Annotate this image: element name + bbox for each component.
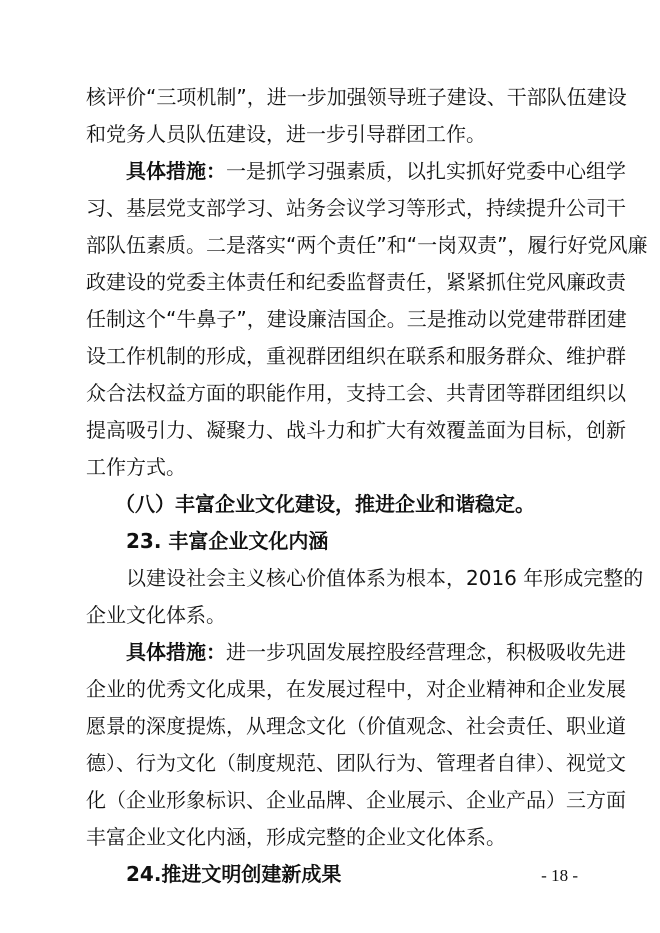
item-heading <box>126 858 586 890</box>
paragraph-text: 和党务人员队伍建设，进一步引导群团工作。 <box>86 122 486 146</box>
measures-line <box>126 636 626 668</box>
measures-label: 具体措施： <box>126 640 226 664</box>
measures-text: 工作方式。 <box>86 455 186 479</box>
measures-line <box>86 747 626 779</box>
section-heading-text: （八）丰富企业文化建设，推进企业和谐稳定。 <box>115 492 535 516</box>
measures-text: 进一步巩固发展控股经营理念，积极吸收先进 <box>226 640 626 664</box>
measures-line <box>86 673 626 705</box>
item-heading <box>126 525 586 557</box>
section-heading <box>115 488 586 520</box>
measures-line <box>86 192 626 224</box>
measures-line <box>86 414 626 446</box>
paragraph-line <box>86 599 586 631</box>
measures-line <box>86 303 627 335</box>
paragraph-line <box>86 118 586 150</box>
paragraph-line <box>126 562 644 594</box>
measures-line <box>86 377 626 409</box>
paragraph-line <box>86 81 627 113</box>
measures-line <box>86 229 648 261</box>
paragraph-text: 以建设社会主义核心价值体系为根本，2016 年形成完整的 <box>126 566 644 590</box>
item-heading-text: 23. 丰富企业文化内涵 <box>126 529 329 553</box>
measures-text: 提高吸引力、凝聚力、战斗力和扩大有效覆盖面为目标，创新 <box>86 418 626 442</box>
measures-text: 企业的优秀文化成果，在发展过程中，对企业精神和企业发展 <box>86 677 626 701</box>
measures-label: 具体措施： <box>126 159 226 183</box>
measures-text: 政建设的党委主体责任和纪委监督责任，紧紧抓住党风廉政责 <box>86 270 626 294</box>
measures-text: 众合法权益方面的职能作用，支持工会、共青团等群团组织以 <box>86 381 626 405</box>
measures-text: 任制这个“牛鼻子”，建设廉洁国企。三是推动以党建带群团建 <box>86 307 627 331</box>
page-number: - 18 - <box>541 866 578 885</box>
measures-text: 习、基层党支部学习、站务会议学习等形式，持续提升公司干 <box>86 196 626 220</box>
measures-line <box>86 710 626 742</box>
paragraph-text: 核评价“三项机制”，进一步加强领导班子建设、干部队伍建设 <box>86 85 627 109</box>
measures-text: 一是抓学习强素质，以扎实抓好党委中心组学 <box>226 159 626 183</box>
measures-text: 设工作机制的形成，重视群团组织在联系和服务群众、维护群 <box>86 344 626 368</box>
measures-line <box>86 340 626 372</box>
measures-line <box>126 155 626 187</box>
measures-line <box>86 821 586 853</box>
measures-line <box>86 784 626 816</box>
measures-text: 丰富企业文化内涵，形成完整的企业文化体系。 <box>86 825 506 849</box>
measures-text: 愿景的深度提炼，从理念文化（价值观念、社会责任、职业道 <box>86 714 626 738</box>
measures-text: 化（企业形象标识、企业品牌、企业展示、企业产品）三方面 <box>86 788 626 812</box>
measures-line <box>86 266 626 298</box>
measures-line <box>86 451 586 483</box>
item-heading-text: 24.推进文明创建新成果 <box>126 862 342 886</box>
measures-text: 部队伍素质。二是落实“两个责任”和“一岗双责”，履行好党风廉 <box>86 233 648 257</box>
paragraph-text: 企业文化体系。 <box>86 603 226 627</box>
measures-text: 德）、行为文化（制度规范、团队行为、管理者自律）、视觉文 <box>86 751 626 775</box>
